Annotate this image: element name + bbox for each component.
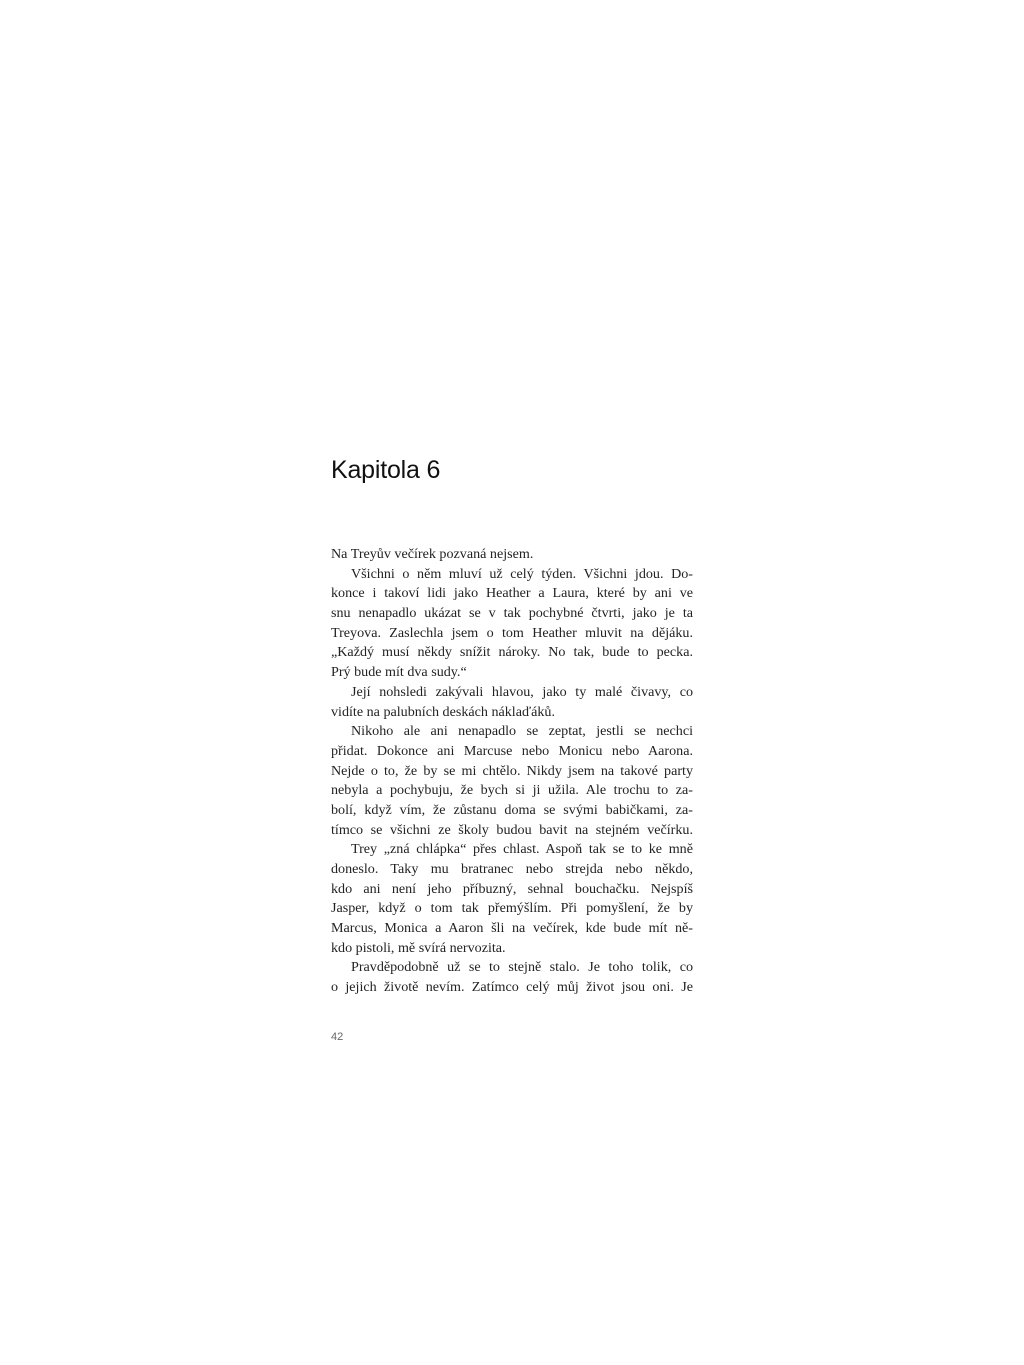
text-line: konce i takoví lidi jako Heather a Laura, které by ani ve <box>331 585 693 602</box>
text-line: nebyla a pochybuju, že bych si ji užila. Ale trochu to za- <box>331 782 693 799</box>
chapter-body-text <box>331 545 693 998</box>
text-line: kdo ani není jeho příbuzný, sehnal bouchačku. Nejspíš <box>331 880 693 897</box>
text-line: „Každý musí někdy snížit nároky. No tak, bude to pecka. <box>331 644 693 661</box>
text-line: doneslo. Taky mu bratranec nebo strejda nebo někdo, <box>331 861 693 877</box>
text-line: Na Treyův večírek pozvaná nejsem. <box>331 546 534 562</box>
text-line: přidat. Dokonce ani Marcuse nebo Monicu nebo Aarona. <box>331 742 693 759</box>
text-line: Jasper, když o tom tak přemýšlím. Při pomyšlení, že by <box>331 900 693 917</box>
text-line: tímco se všichni ze školy budou bavit na stejném večírku. <box>331 821 693 838</box>
chapter-title: Kapitola 6 <box>331 456 441 484</box>
text-line: vidíte na palubních deskách náklaďáků. <box>331 703 555 720</box>
text-line: Nejde o to, že by se mi chtělo. Nikdy jsem na takové party <box>331 762 693 779</box>
text-line: Pravděpodobně už se to stejně stalo. Je toho tolik, co <box>351 959 693 976</box>
text-line: Trey „zná chlápka“ přes chlast. Aspoň tak se to ke mně <box>351 841 693 858</box>
text-line: Nikoho ale ani nenapadlo se zeptat, jestli se nechci <box>351 723 693 740</box>
text-line: o jejich životě nevím. Zatímco celý můj život jsou oni. Je <box>331 979 693 996</box>
text-line: Prý bude mít dva sudy.“ <box>331 664 467 681</box>
text-line: Její nohsledi zakývali hlavou, jako ty malé čivavy, co <box>351 683 693 700</box>
text-line: snu nenapadlo ukázat se v tak pochybné čtvrti, jako je ta <box>331 605 693 622</box>
text-line: bolí, když vím, že zůstanu doma se svými babičkami, za- <box>331 801 693 818</box>
text-line: Všichni o něm mluví už celý týden. Všichni jdou. Do- <box>351 565 693 582</box>
text-line: Treyova. Zaslechla jsem o tom Heather mluvit na dějáku. <box>331 624 693 641</box>
text-line: kdo pistoli, mě svírá nervozita. <box>331 939 506 956</box>
text-line: Marcus, Monica a Aaron šli na večírek, kde bude mít ně- <box>331 920 693 937</box>
page-number: 42 <box>331 1031 344 1043</box>
